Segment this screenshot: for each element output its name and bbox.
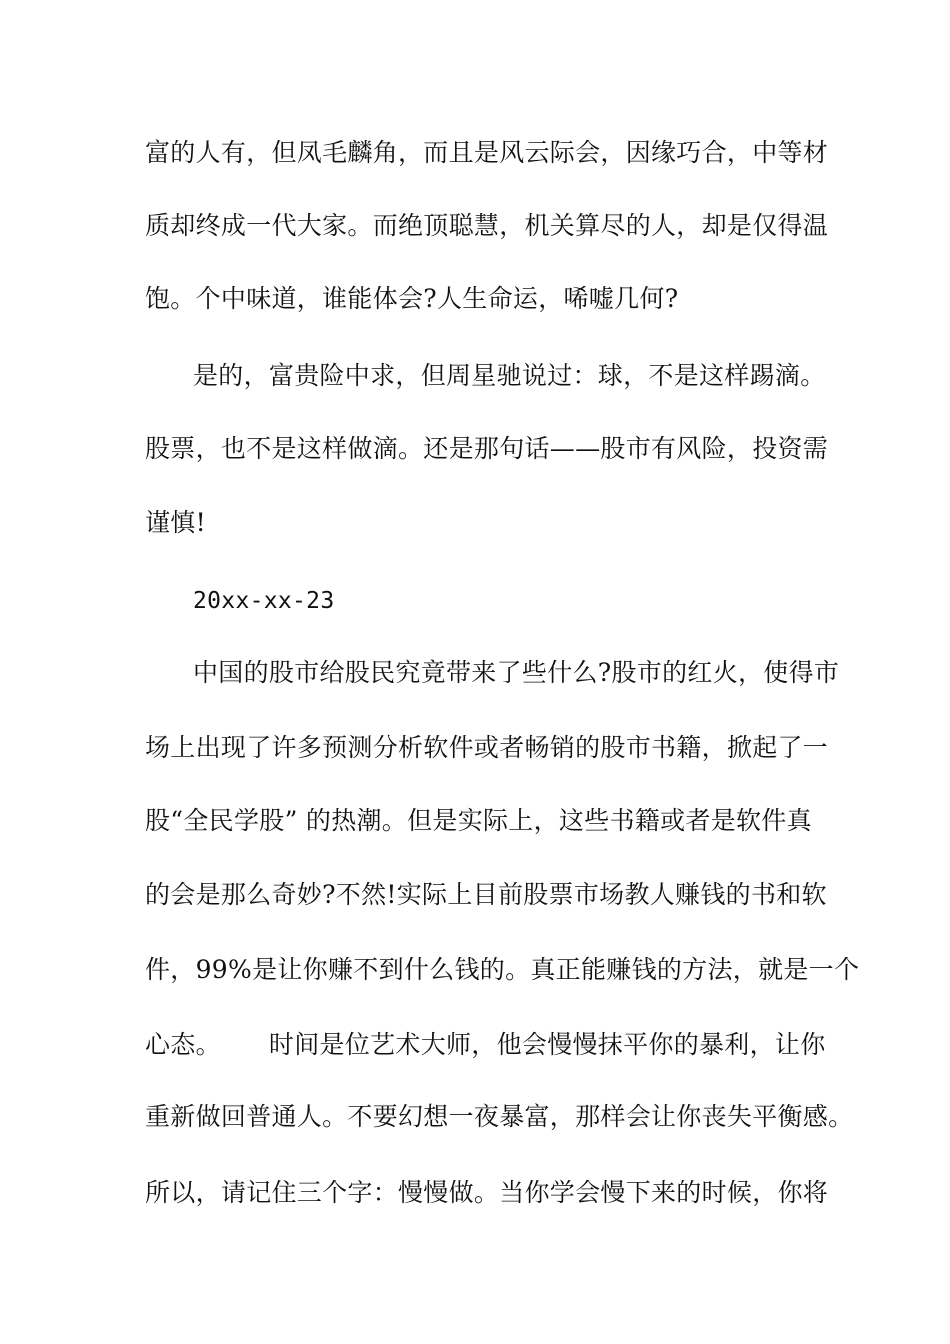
text-line: 饱。个中味道，谁能体会?人生命运，唏嘘几何? <box>145 284 679 313</box>
text-line: 场上出现了许多预测分析软件或者畅销的股市书籍，掀起了一 <box>145 733 829 762</box>
text-line: 质却终成一代大家。而绝顶聪慧，机关算尽的人，却是仅得温 <box>145 211 829 240</box>
text-line: 所以，请记住三个字：慢慢做。当你学会慢下来的时候，你将 <box>145 1178 829 1207</box>
text-line: 股“全民学股” 的热潮。但是实际上，这些书籍或者是软件真 <box>145 806 812 835</box>
paragraph-start-line: 中国的股市给股民究竟带来了些什么?股市的红火，使得市 <box>193 658 840 687</box>
text-line: 的会是那么奇妙?不然!实际上目前股票市场教人赚钱的书和软 <box>145 880 827 909</box>
text-segment: 时间是位艺术大师，他会慢慢抹平你的暴利，让你 <box>268 1030 826 1059</box>
date-line: 20xx-xx-23 <box>193 588 335 614</box>
text-line: 件，99%是让你赚不到什么钱的。真正能赚钱的方法，就是一个 <box>145 955 860 984</box>
text-line: 股票，也不是这样做滴。还是那句话——股市有风险，投资需 <box>145 434 829 463</box>
paragraph-start-line: 是的，富贵险中求，但周星驰说过：球，不是这样踢滴。 <box>193 361 826 390</box>
text-segment: 心态。 <box>145 1030 221 1059</box>
text-line: 富的人有，但凤毛麟角，而且是风云际会，因缘巧合，中等材 <box>145 138 829 167</box>
text-line-with-gap <box>145 1030 826 1060</box>
text-line: 谨慎! <box>145 508 206 537</box>
text-line: 重新做回普通人。不要幻想一夜暴富，那样会让你丧失平衡感。 <box>145 1102 854 1131</box>
